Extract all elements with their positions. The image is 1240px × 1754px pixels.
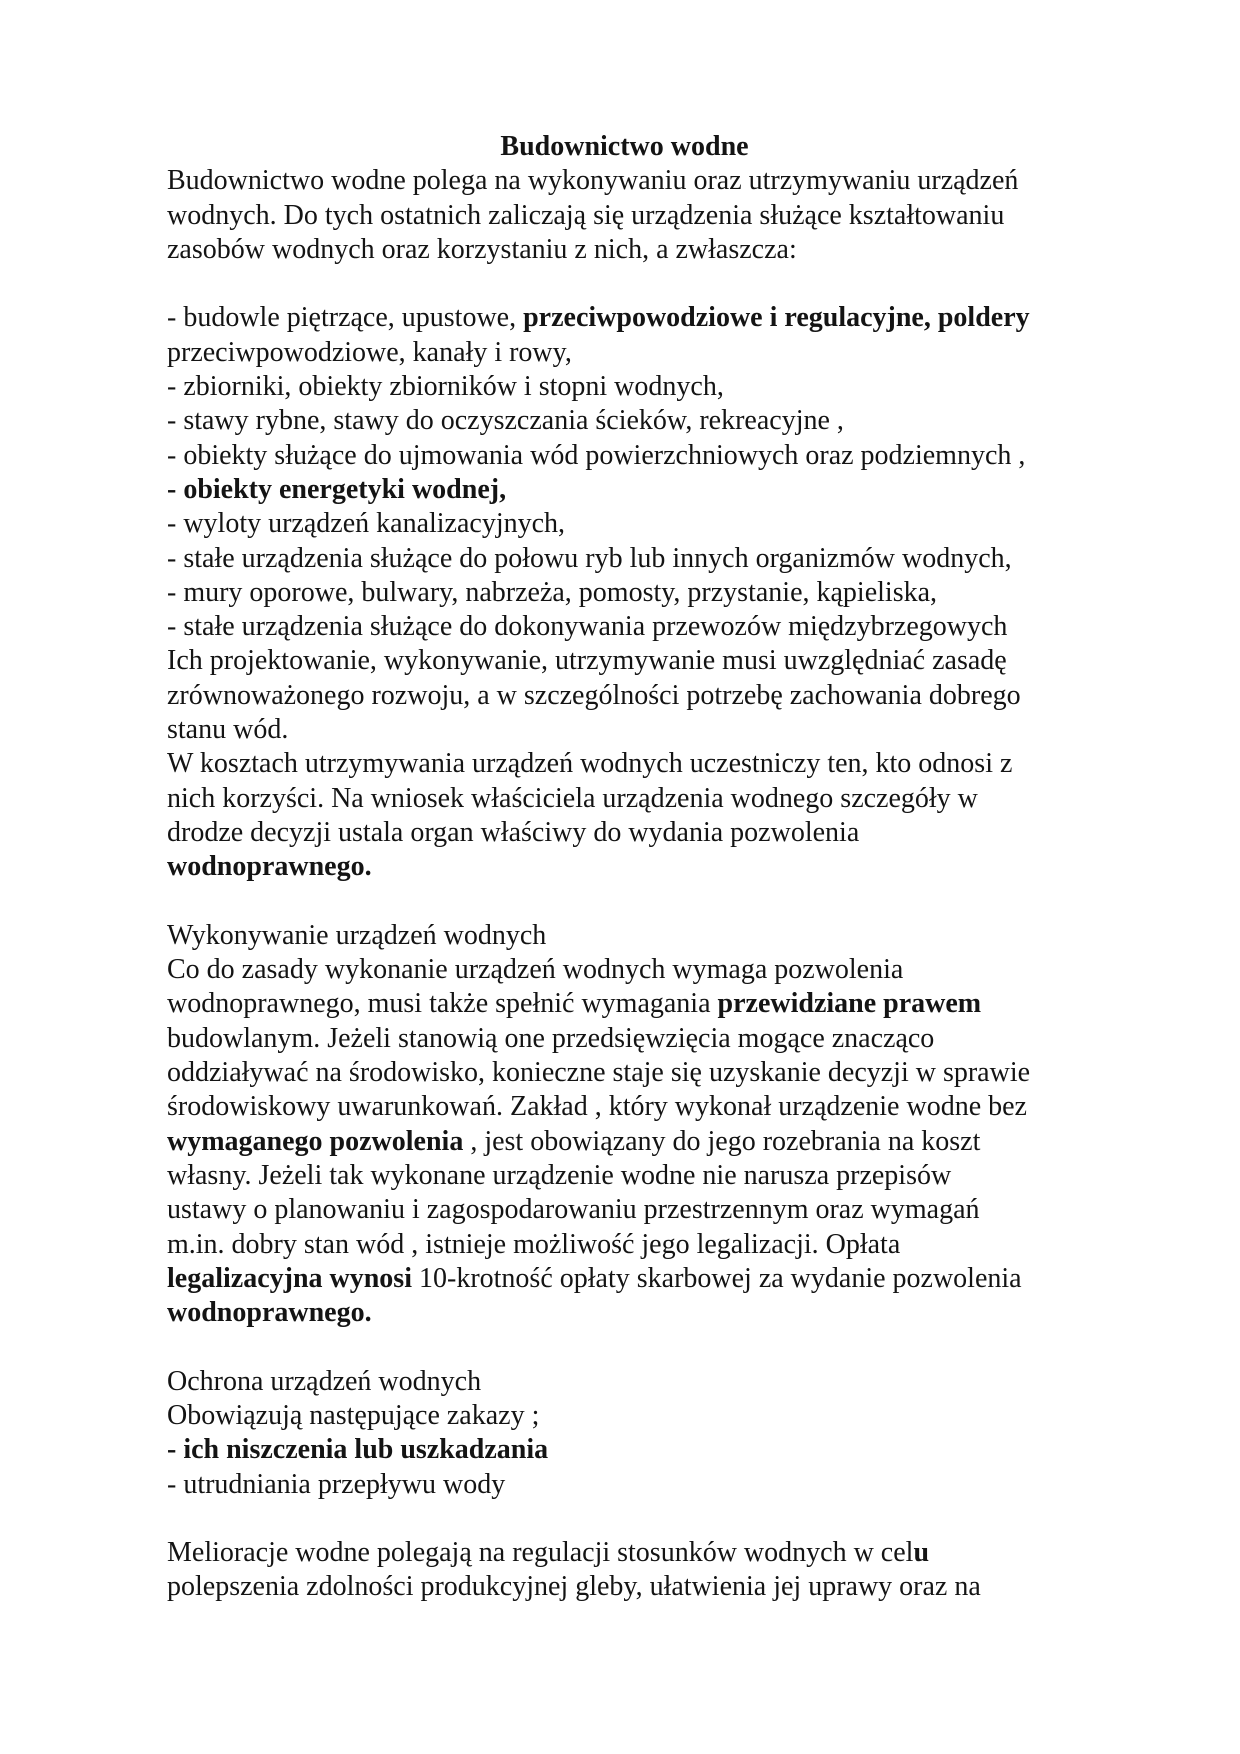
list-item	[167, 473, 1082, 507]
text-run: W kosztach utrzymywania urządzeń wodnych uczestniczy ten, kto odnosi z	[167, 748, 1013, 780]
document-title	[167, 130, 1082, 164]
text-run: zasobów wodnych oraz korzystaniu z nich, a zwłaszcza:	[167, 233, 797, 265]
bold-text-run: u	[913, 1537, 930, 1569]
text-run: wodnoprawnego, musi także spełnić wymagania	[167, 988, 718, 1020]
text-run: drodze decyzji ustala organ właściwy do wydania pozwolenia	[167, 816, 860, 848]
text-run: - wyloty urządzeń kanalizacyjnych,	[167, 508, 566, 540]
paragraph-line	[167, 713, 1082, 747]
text-run: Ich projektowanie, wykonywanie, utrzymywanie musi uwzględniać zasadę	[167, 645, 1007, 677]
text-run: - stałe urządzenia służące do dokonywania przewozów międzybrzegowych	[167, 611, 1008, 643]
text-run: Wykonywanie urządzeń wodnych	[167, 919, 547, 951]
text-run: - obiekty służące do ujmowania wód powierzchniowych oraz podziemnych ,	[167, 439, 1026, 471]
section-heading-wykonywanie	[167, 919, 1082, 953]
text-run: Melioracje wodne polegają na regulacji stosunków wodnych w cel	[167, 1537, 914, 1569]
list-item	[167, 1468, 1082, 1502]
blank-line	[167, 267, 1082, 301]
paragraph-line	[167, 679, 1082, 713]
paragraph-line	[167, 1022, 1082, 1056]
text-run: , jest obowiązany do jego rozebrania na koszt	[463, 1125, 981, 1157]
text-run: środowiskowy uwarunkowań. Zakład , który wykonał urządzenie wodne bez	[167, 1091, 1027, 1123]
text-run: stanu wód.	[167, 714, 289, 746]
text-run: - budowle piętrzące, upustowe,	[167, 302, 524, 334]
text-run: Co do zasady wykonanie urządzeń wodnych wymaga pozwolenia	[167, 954, 904, 986]
text-run: wodnych. Do tych ostatnich zaliczają się urządzenia służące kształtowaniu	[167, 199, 1005, 231]
bold-text-run: legalizacyjna wynosi	[167, 1262, 412, 1294]
text-run: własny. Jeżeli tak wykonane urządzenie wodne nie narusza przepisów	[167, 1159, 952, 1191]
paragraph-line	[167, 953, 1082, 987]
list-item	[167, 507, 1082, 541]
list-item	[167, 301, 1082, 335]
text-run: budowlanym. Jeżeli stanowią one przedsięwzięcia mogące znacząco	[167, 1022, 935, 1054]
bold-text-run: przewidziane prawem	[717, 988, 982, 1020]
section-heading-ochrona	[167, 1365, 1082, 1399]
paragraph-line	[167, 1090, 1082, 1124]
paragraph-line	[167, 1570, 1082, 1604]
list-item	[167, 404, 1082, 438]
bold-text-run: wodnoprawnego.	[167, 851, 372, 883]
text-run: - utrudniania przepływu wody	[167, 1468, 506, 1500]
blank-line	[167, 1330, 1082, 1364]
paragraph-line	[167, 644, 1082, 678]
bold-text-run: przeciwpowodziowe i regulacyjne, poldery	[523, 302, 1030, 334]
list-item	[167, 576, 1082, 610]
text-run: ustawy o planowaniu i zagospodarowaniu przestrzennym oraz wymagań	[167, 1194, 980, 1226]
paragraph-line	[167, 1296, 1082, 1330]
paragraph-line	[167, 1536, 1082, 1570]
paragraph-line	[167, 1125, 1082, 1159]
bold-text-run: wodnoprawnego.	[167, 1297, 372, 1329]
text-run: Obowiązują następujące zakazy ;	[167, 1399, 540, 1431]
paragraph-line	[167, 233, 1082, 267]
text-run: - mury oporowe, bulwary, nabrzeża, pomosty, przystanie, kąpieliska,	[167, 576, 938, 608]
list-item	[167, 542, 1082, 576]
text-run: polepszenia zdolności produkcyjnej gleby, ułatwienia jej uprawy oraz na	[167, 1571, 981, 1603]
paragraph-line	[167, 1399, 1082, 1433]
bold-text-run: - obiekty energetyki wodnej,	[167, 473, 507, 505]
blank-line	[167, 885, 1082, 919]
text-run: przeciwpowodziowe, kanały i rowy,	[167, 336, 572, 368]
text-run: - stawy rybne, stawy do oczyszczania ścieków, rekreacyjne ,	[167, 405, 844, 437]
paragraph-line	[167, 987, 1082, 1021]
bold-text-run: wymaganego pozwolenia	[167, 1125, 464, 1157]
paragraph-line	[167, 1193, 1082, 1227]
text-run: oddziaływać na środowisko, konieczne staje się uzyskanie decyzji w sprawie	[167, 1057, 1031, 1089]
list-item	[167, 1433, 1082, 1467]
blank-line	[167, 1502, 1082, 1536]
text-run: 10-krotność opłaty skarbowej za wydanie pozwolenia	[412, 1262, 1022, 1294]
text-run: Ochrona urządzeń wodnych	[167, 1365, 482, 1397]
paragraph-line	[167, 1056, 1082, 1090]
bold-text-run: Budownictwo wodne	[500, 131, 749, 162]
text-run: Budownictwo wodne polega na wykonywaniu oraz utrzymywaniu urządzeń	[167, 165, 1019, 197]
paragraph-line	[167, 747, 1082, 781]
paragraph-line	[167, 164, 1082, 198]
text-run: m.in. dobry stan wód , istnieje możliwość jego legalizacji. Opłata	[167, 1228, 901, 1260]
text-run: zrównoważonego rozwoju, a w szczególności potrzebę zachowania dobrego	[167, 679, 1021, 711]
list-item-continuation	[167, 336, 1082, 370]
text-run: - stałe urządzenia służące do połowu ryb lub innych organizmów wodnych,	[167, 542, 1012, 574]
paragraph-line	[167, 782, 1082, 816]
bold-text-run: - ich niszczenia lub uszkadzania	[167, 1434, 549, 1466]
paragraph-line	[167, 1262, 1082, 1296]
paragraph-line	[167, 1159, 1082, 1193]
list-item	[167, 370, 1082, 404]
paragraph-line	[167, 816, 1082, 850]
text-run: nich korzyści. Na wniosek właściciela urządzenia wodnego szczegóły w	[167, 782, 978, 814]
document-lines	[167, 130, 1082, 1605]
text-run: - zbiorniki, obiekty zbiorników i stopni wodnych,	[167, 371, 724, 403]
paragraph-line	[167, 199, 1082, 233]
paragraph-line	[167, 1228, 1082, 1262]
list-item	[167, 610, 1082, 644]
paragraph-line	[167, 850, 1082, 884]
list-item	[167, 439, 1082, 473]
